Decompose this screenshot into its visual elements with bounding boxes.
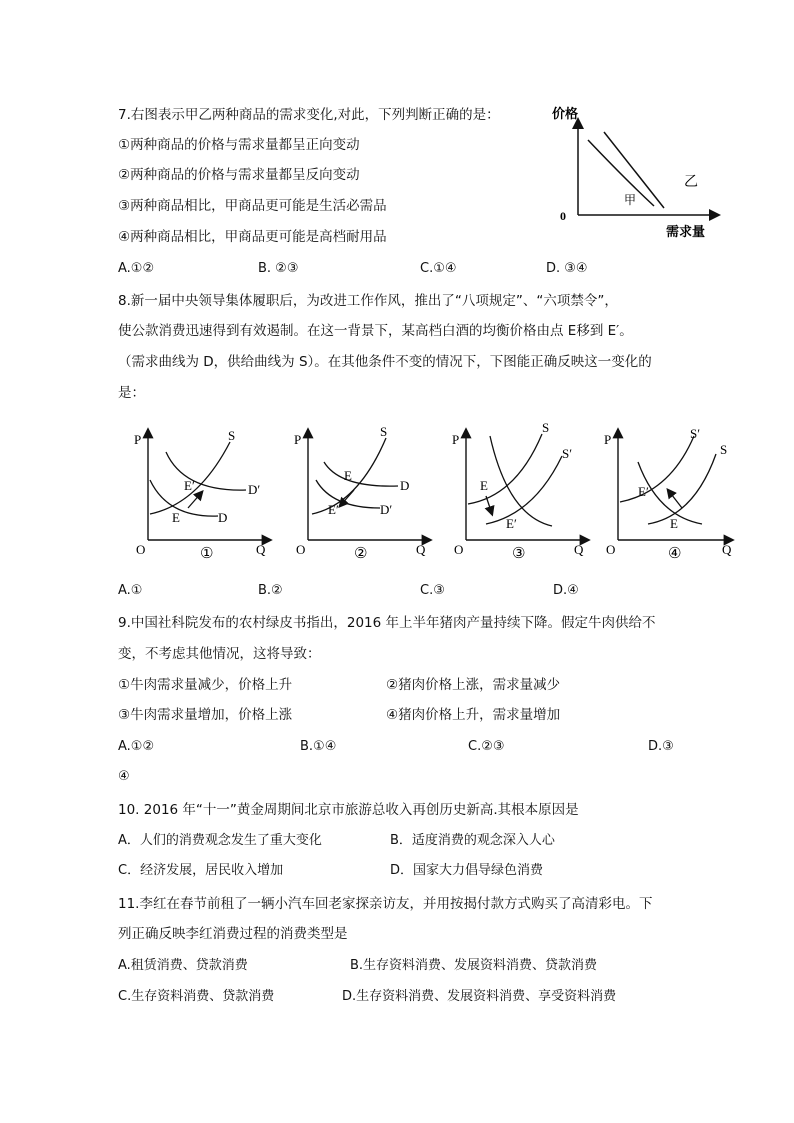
graph-3-label-s: S	[542, 420, 550, 435]
graph-1-demand-curve-d-prime	[166, 452, 246, 490]
graph-2-p-label: P	[294, 432, 302, 447]
graph-3-shift-arrow	[486, 496, 492, 514]
graph-1-label-e: E	[172, 510, 180, 525]
q10-option-c[interactable]: C．经济发展，居民收入增加	[118, 863, 284, 878]
graph-2-label-e-prime: E′	[328, 502, 339, 517]
q9-item-2: ②猪肉价格上涨，需求量减少	[386, 677, 561, 693]
q7-item-4: ④两种商品相比，甲商品更可能是高档耐用品	[118, 229, 387, 245]
graph-1-label-d: D	[218, 510, 228, 525]
q8-option-b[interactable]: B.②	[258, 583, 283, 598]
q9-option-d-wrap: ④	[118, 769, 130, 784]
graph-1-label-e-prime: E′	[184, 478, 195, 493]
q8-line-4: 是：	[118, 385, 145, 401]
graph-4-q-label: Q	[722, 542, 732, 557]
q8-line-1: 8.新一届中央领导集体履职后，为改进工作作风，推出了“八项规定”、“六项禁令”，	[118, 293, 618, 309]
graph-1-label-s: S	[228, 428, 236, 443]
graph-1-number: ①	[200, 544, 214, 562]
q7-label-jia: 甲	[624, 193, 637, 207]
graph-3-o-label: O	[454, 542, 464, 557]
graph-2-q-label: Q	[416, 542, 426, 557]
graph-3-q-label: Q	[574, 542, 584, 557]
q9-item-1: ①牛肉需求量减少，价格上升	[118, 677, 293, 693]
q8-graph-4	[598, 420, 748, 562]
q11-option-d[interactable]: D.生存资料消费、发展资料消费、享受资料消费	[342, 989, 617, 1004]
q8-graph-1	[128, 422, 278, 562]
q9-item-3: ③牛肉需求量增加，价格上涨	[118, 707, 293, 723]
graph-3-p-label: P	[452, 432, 460, 447]
q8-option-a[interactable]: A.①	[118, 583, 143, 598]
q7-origin: 0	[560, 209, 566, 223]
graph-2-label-e: E	[344, 468, 352, 483]
q7-label-yi: 乙	[684, 174, 698, 190]
q7-item-2: ②两种商品的价格与需求量都呈反向变动	[118, 167, 360, 183]
q7-y-label: 价格	[552, 107, 579, 122]
q9-line-1: 9.中国社科院发布的农村绿皮书指出，2016 年上半年猪肉产量持续下降。假定牛肉供给不	[118, 615, 656, 631]
q9-item-4: ④猪肉价格上升，需求量增加	[386, 707, 561, 723]
graph-4-supply-curve-s-prime	[620, 436, 694, 502]
graph-4-label-s: S	[720, 442, 728, 457]
graph-4-shift-arrow	[668, 490, 682, 508]
q11-option-c[interactable]: C.生存资料消费、贷款消费	[118, 989, 275, 1004]
q7-option-a[interactable]: A.①②	[118, 261, 155, 276]
q9-option-d[interactable]: D.③	[648, 739, 674, 754]
q7-curve-jia	[588, 140, 654, 206]
graph-4-label-e: E	[670, 516, 678, 531]
graph-1-q-label: Q	[256, 542, 266, 557]
q7-demand-figure	[546, 100, 736, 245]
graph-2-o-label: O	[296, 542, 306, 557]
graph-4-supply-curve-s	[648, 454, 716, 524]
q11-line-1: 11.李红在春节前租了一辆小汽车回老家探亲访友，并用按揭付款方式购买了高清彩电。下	[118, 896, 653, 912]
graph-3-label-s-prime: S′	[562, 446, 573, 461]
graph-2-number: ②	[354, 544, 368, 562]
q8-graph-3	[446, 420, 596, 562]
q9-line-2: 变，不考虑其他情况，这将导致：	[118, 646, 321, 662]
graph-4-number: ④	[668, 544, 682, 562]
q7-item-1: ①两种商品的价格与需求量都呈正向变动	[118, 137, 360, 153]
graph-1-p-label: P	[134, 432, 142, 447]
q11-line-2: 列正确反映李红消费过程的消费类型是	[118, 926, 348, 942]
graph-4-p-label: P	[604, 432, 612, 447]
q7-option-b[interactable]: B. ②③	[258, 261, 299, 276]
q10-option-a[interactable]: A．人们的消费观念发生了重大变化	[118, 833, 322, 848]
graph-1-o-label: O	[136, 542, 146, 557]
q11-option-a[interactable]: A.租赁消费、贷款消费	[118, 958, 248, 973]
graph-3-demand-curve	[490, 436, 552, 526]
graph-1-label-d-prime: D′	[248, 482, 261, 497]
graph-4-o-label: O	[606, 542, 616, 557]
graph-3-label-e-prime: E′	[506, 516, 517, 531]
q7-item-3: ③两种商品相比，甲商品更可能是生活必需品	[118, 198, 387, 214]
graph-4-label-e-prime: E′	[638, 484, 649, 499]
q7-option-d[interactable]: D. ③④	[546, 261, 588, 276]
q9-option-a[interactable]: A.①②	[118, 739, 155, 754]
q8-option-c[interactable]: C.③	[420, 583, 445, 598]
graph-2-demand-curve-d-prime	[316, 480, 380, 508]
graph-2-label-d: D	[400, 478, 410, 493]
graph-3-number: ③	[512, 544, 526, 562]
graph-2-label-s: S	[380, 424, 388, 439]
q7-option-c[interactable]: C.①④	[420, 261, 457, 276]
q9-option-b[interactable]: B.①④	[300, 739, 337, 754]
graph-4-label-s-prime: S′	[690, 426, 701, 441]
q10-option-b[interactable]: B．适度消费的观念深入人心	[390, 833, 555, 848]
q7-stem: 7.右图表示甲乙两种商品的需求变化,对此，下列判断正确的是：	[118, 107, 500, 123]
q8-option-d[interactable]: D.④	[553, 583, 579, 598]
q7-x-label: 需求量	[666, 225, 706, 240]
q8-graph-2	[288, 422, 438, 562]
q11-option-b[interactable]: B.生存资料消费、发展资料消费、贷款消费	[350, 958, 598, 973]
q10-stem: 10. 2016 年“十一”黄金周期间北京市旅游总收入再创历史新高.其根本原因是	[118, 802, 579, 818]
q10-option-d[interactable]: D．国家大力倡导绿色消费	[390, 863, 544, 878]
graph-3-supply-curve-s	[468, 434, 542, 504]
q8-line-3: （需求曲线为 D，供给曲线为 S）。在其他条件不变的情况下，下图能正确反映这一变化的	[118, 354, 652, 370]
graph-3-label-e: E	[480, 478, 488, 493]
q9-option-c[interactable]: C.②③	[468, 739, 505, 754]
q8-line-2: 使公款消费迅速得到有效遏制。在这一背景下，某高档白酒的均衡价格由点 E移到 E′。	[118, 323, 633, 339]
graph-2-label-d-prime: D′	[380, 502, 393, 517]
